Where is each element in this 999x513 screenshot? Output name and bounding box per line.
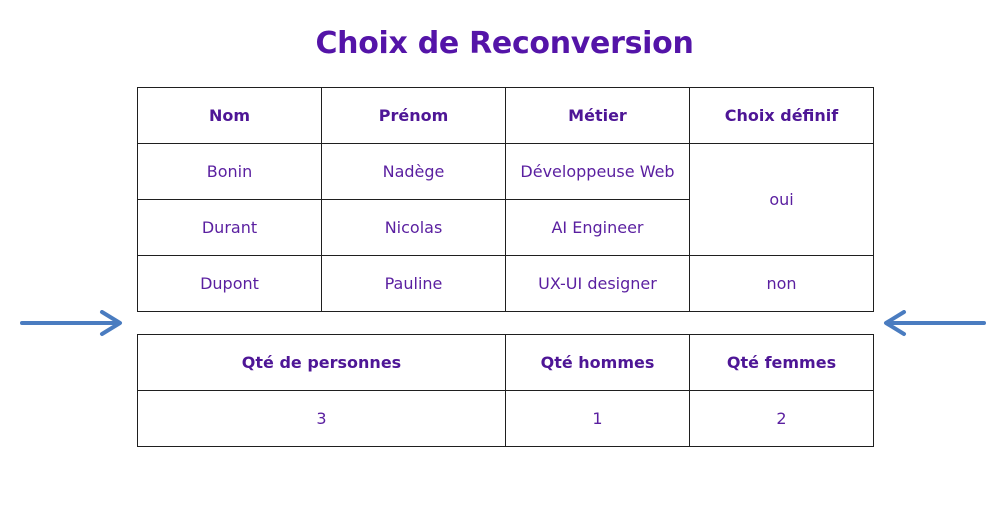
cell-prenom: Nicolas — [322, 200, 506, 256]
summary-table — [137, 334, 874, 447]
header-qte-hommes: Qté hommes — [506, 335, 690, 391]
cell-metier: Développeuse Web — [506, 144, 690, 200]
table-row — [138, 144, 874, 200]
arrow-left-icon — [880, 310, 986, 338]
page-title: Choix de Reconversion — [315, 26, 694, 61]
summary-value-row — [138, 391, 874, 447]
cell-nom: Dupont — [138, 256, 322, 312]
table-header-row — [138, 88, 874, 144]
value-qte-femmes: 2 — [690, 391, 874, 447]
cell-prenom: Pauline — [322, 256, 506, 312]
arrow-right-icon — [20, 310, 126, 338]
header-nom: Nom — [138, 88, 322, 144]
summary-header-row — [138, 335, 874, 391]
header-prenom: Prénom — [322, 88, 506, 144]
value-qte-hommes: 1 — [506, 391, 690, 447]
header-qte-femmes: Qté femmes — [690, 335, 874, 391]
cell-metier: AI Engineer — [506, 200, 690, 256]
header-choix: Choix définif — [690, 88, 874, 144]
header-metier: Métier — [506, 88, 690, 144]
cell-nom: Durant — [138, 200, 322, 256]
value-qte-personnes: 3 — [138, 391, 506, 447]
cell-choix: oui — [690, 144, 874, 256]
reconversion-table — [137, 87, 874, 312]
cell-nom: Bonin — [138, 144, 322, 200]
cell-metier: UX-UI designer — [506, 256, 690, 312]
cell-prenom: Nadège — [322, 144, 506, 200]
cell-choix: non — [690, 256, 874, 312]
table-row — [138, 256, 874, 312]
header-qte-personnes: Qté de personnes — [138, 335, 506, 391]
